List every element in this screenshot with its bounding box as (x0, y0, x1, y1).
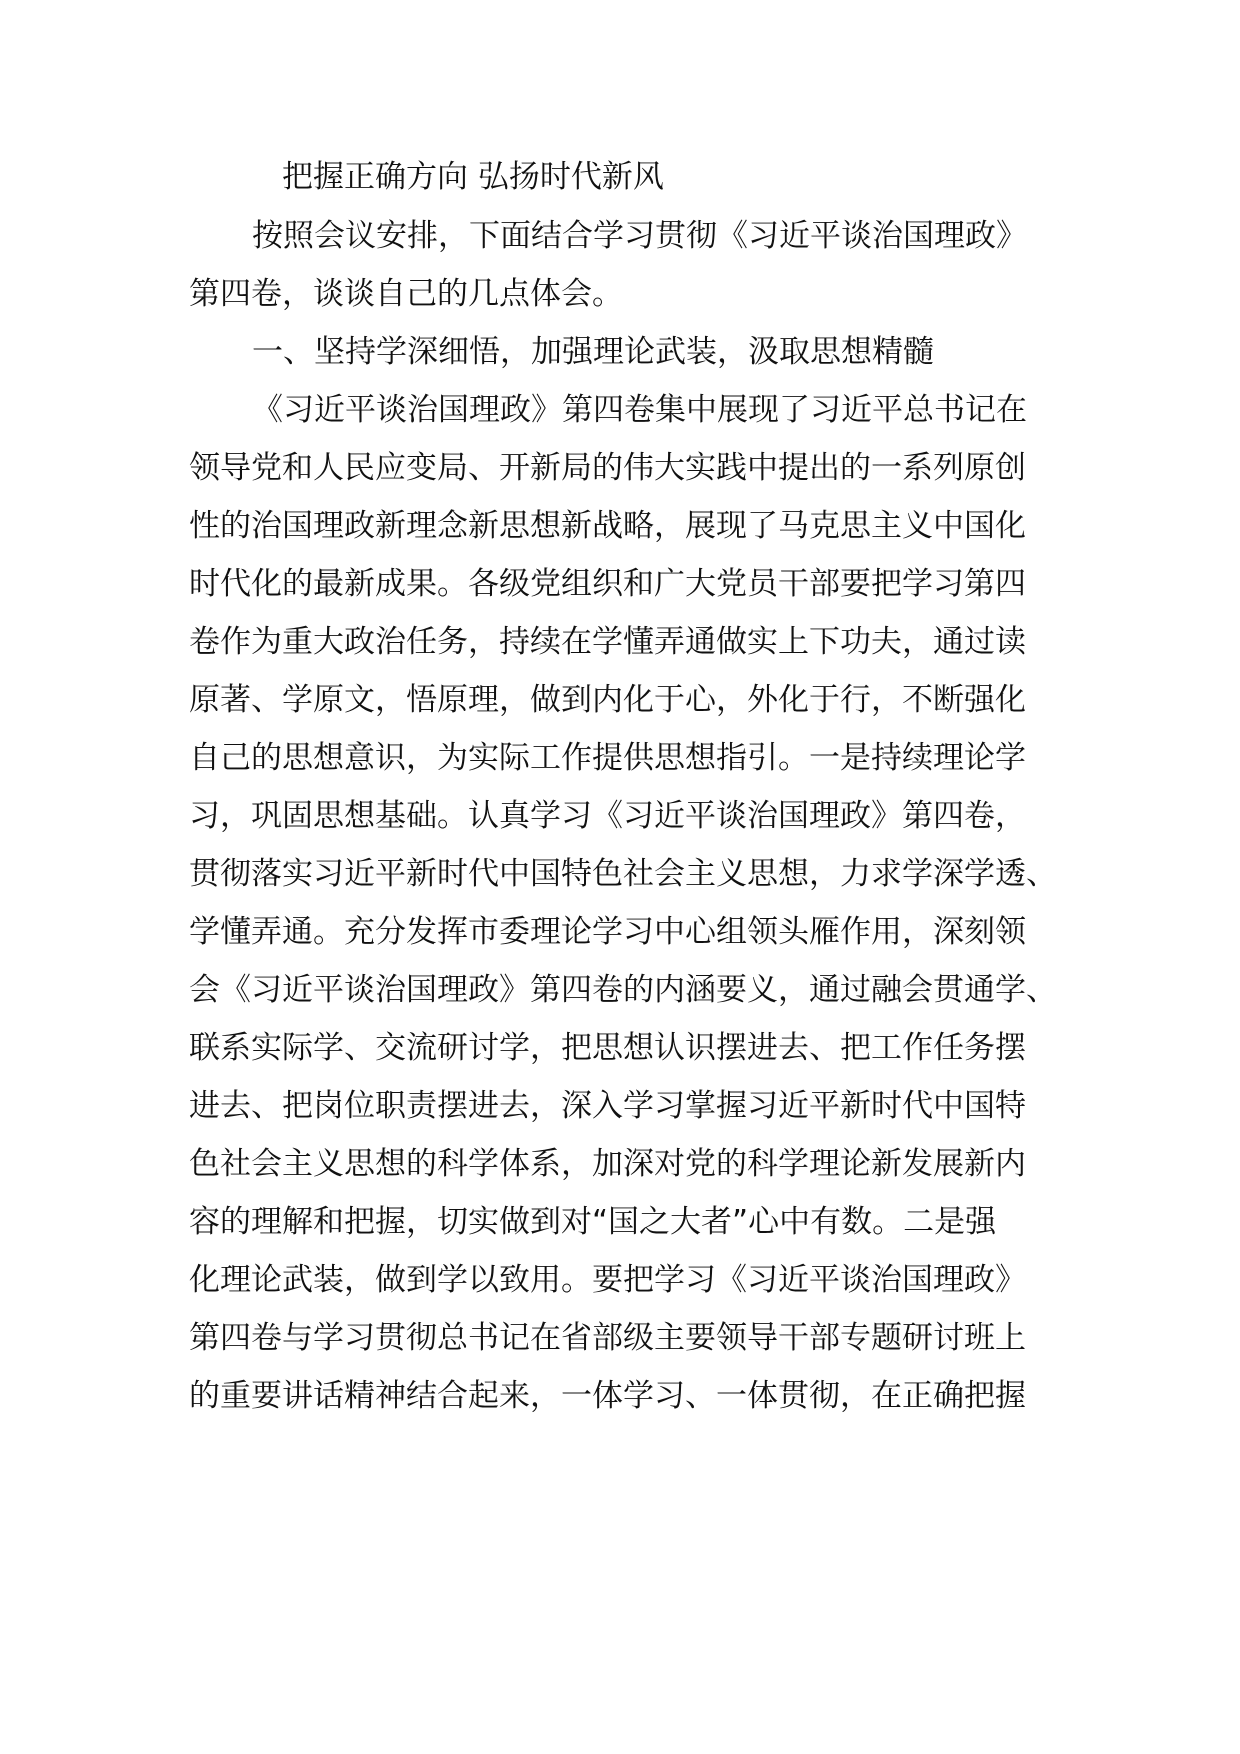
document-title: 把握正确方向 弘扬时代新风 (282, 159, 664, 195)
paragraph-line: 色社会主义思想的科学体系，加深对党的科学理论新发展新内 (189, 1146, 1026, 1182)
paragraph-line: 习，巩固思想基础。认真学习《习近平谈治国理政》第四卷， (189, 798, 1026, 834)
paragraph-line: 进去、把岗位职责摆进去，深入学习掌握习近平新时代中国特 (189, 1088, 1026, 1124)
paragraph-line: 领导党和人民应变局、开新局的伟大实践中提出的一系列原创 (189, 450, 1026, 486)
paragraph-line: 第四卷与学习贯彻总书记在省部级主要领导干部专题研讨班上 (189, 1320, 1026, 1356)
paragraph-line: 容的理解和把握，切实做到对“国之大者”心中有数。二是强 (189, 1204, 997, 1240)
paragraph-line: 原著、学原文，悟原理，做到内化于心，外化于行，不断强化 (189, 682, 1026, 718)
paragraph-line: 按照会议安排，下面结合学习贯彻《习近平谈治国理政》 (252, 218, 1027, 254)
paragraph-line: 自己的思想意识，为实际工作提供思想指引。一是持续理论学 (189, 740, 1026, 776)
paragraph-line: 《习近平谈治国理政》第四卷集中展现了习近平总书记在 (252, 392, 1027, 428)
paragraph-line: 时代化的最新成果。各级党组织和广大党员干部要把学习第四 (189, 566, 1026, 602)
paragraph-line: 联系实际学、交流研讨学，把思想认识摆进去、把工作任务摆 (189, 1030, 1026, 1066)
paragraph-line: 的重要讲话精神结合起来，一体学习、一体贯彻，在正确把握 (189, 1378, 1026, 1414)
paragraph-line: 贯彻落实习近平新时代中国特色社会主义思想，力求学深学透、 (189, 856, 1057, 892)
paragraph-line: 化理论武装，做到学以致用。要把学习《习近平谈治国理政》 (189, 1262, 1026, 1298)
paragraph-line: 第四卷，谈谈自己的几点体会。 (189, 276, 623, 312)
paragraph-line: 性的治国理政新理念新思想新战略，展现了马克思主义中国化 (189, 508, 1026, 544)
section-heading: 一、坚持学深细悟，加强理论武装，汲取思想精髓 (252, 334, 934, 370)
paragraph-line: 卷作为重大政治任务，持续在学懂弄通做实上下功夫，通过读 (189, 624, 1026, 660)
paragraph-line: 学懂弄通。充分发挥市委理论学习中心组领头雁作用，深刻领 (189, 914, 1026, 950)
paragraph-line: 会《习近平谈治国理政》第四卷的内涵要义，通过融会贯通学、 (189, 972, 1057, 1008)
